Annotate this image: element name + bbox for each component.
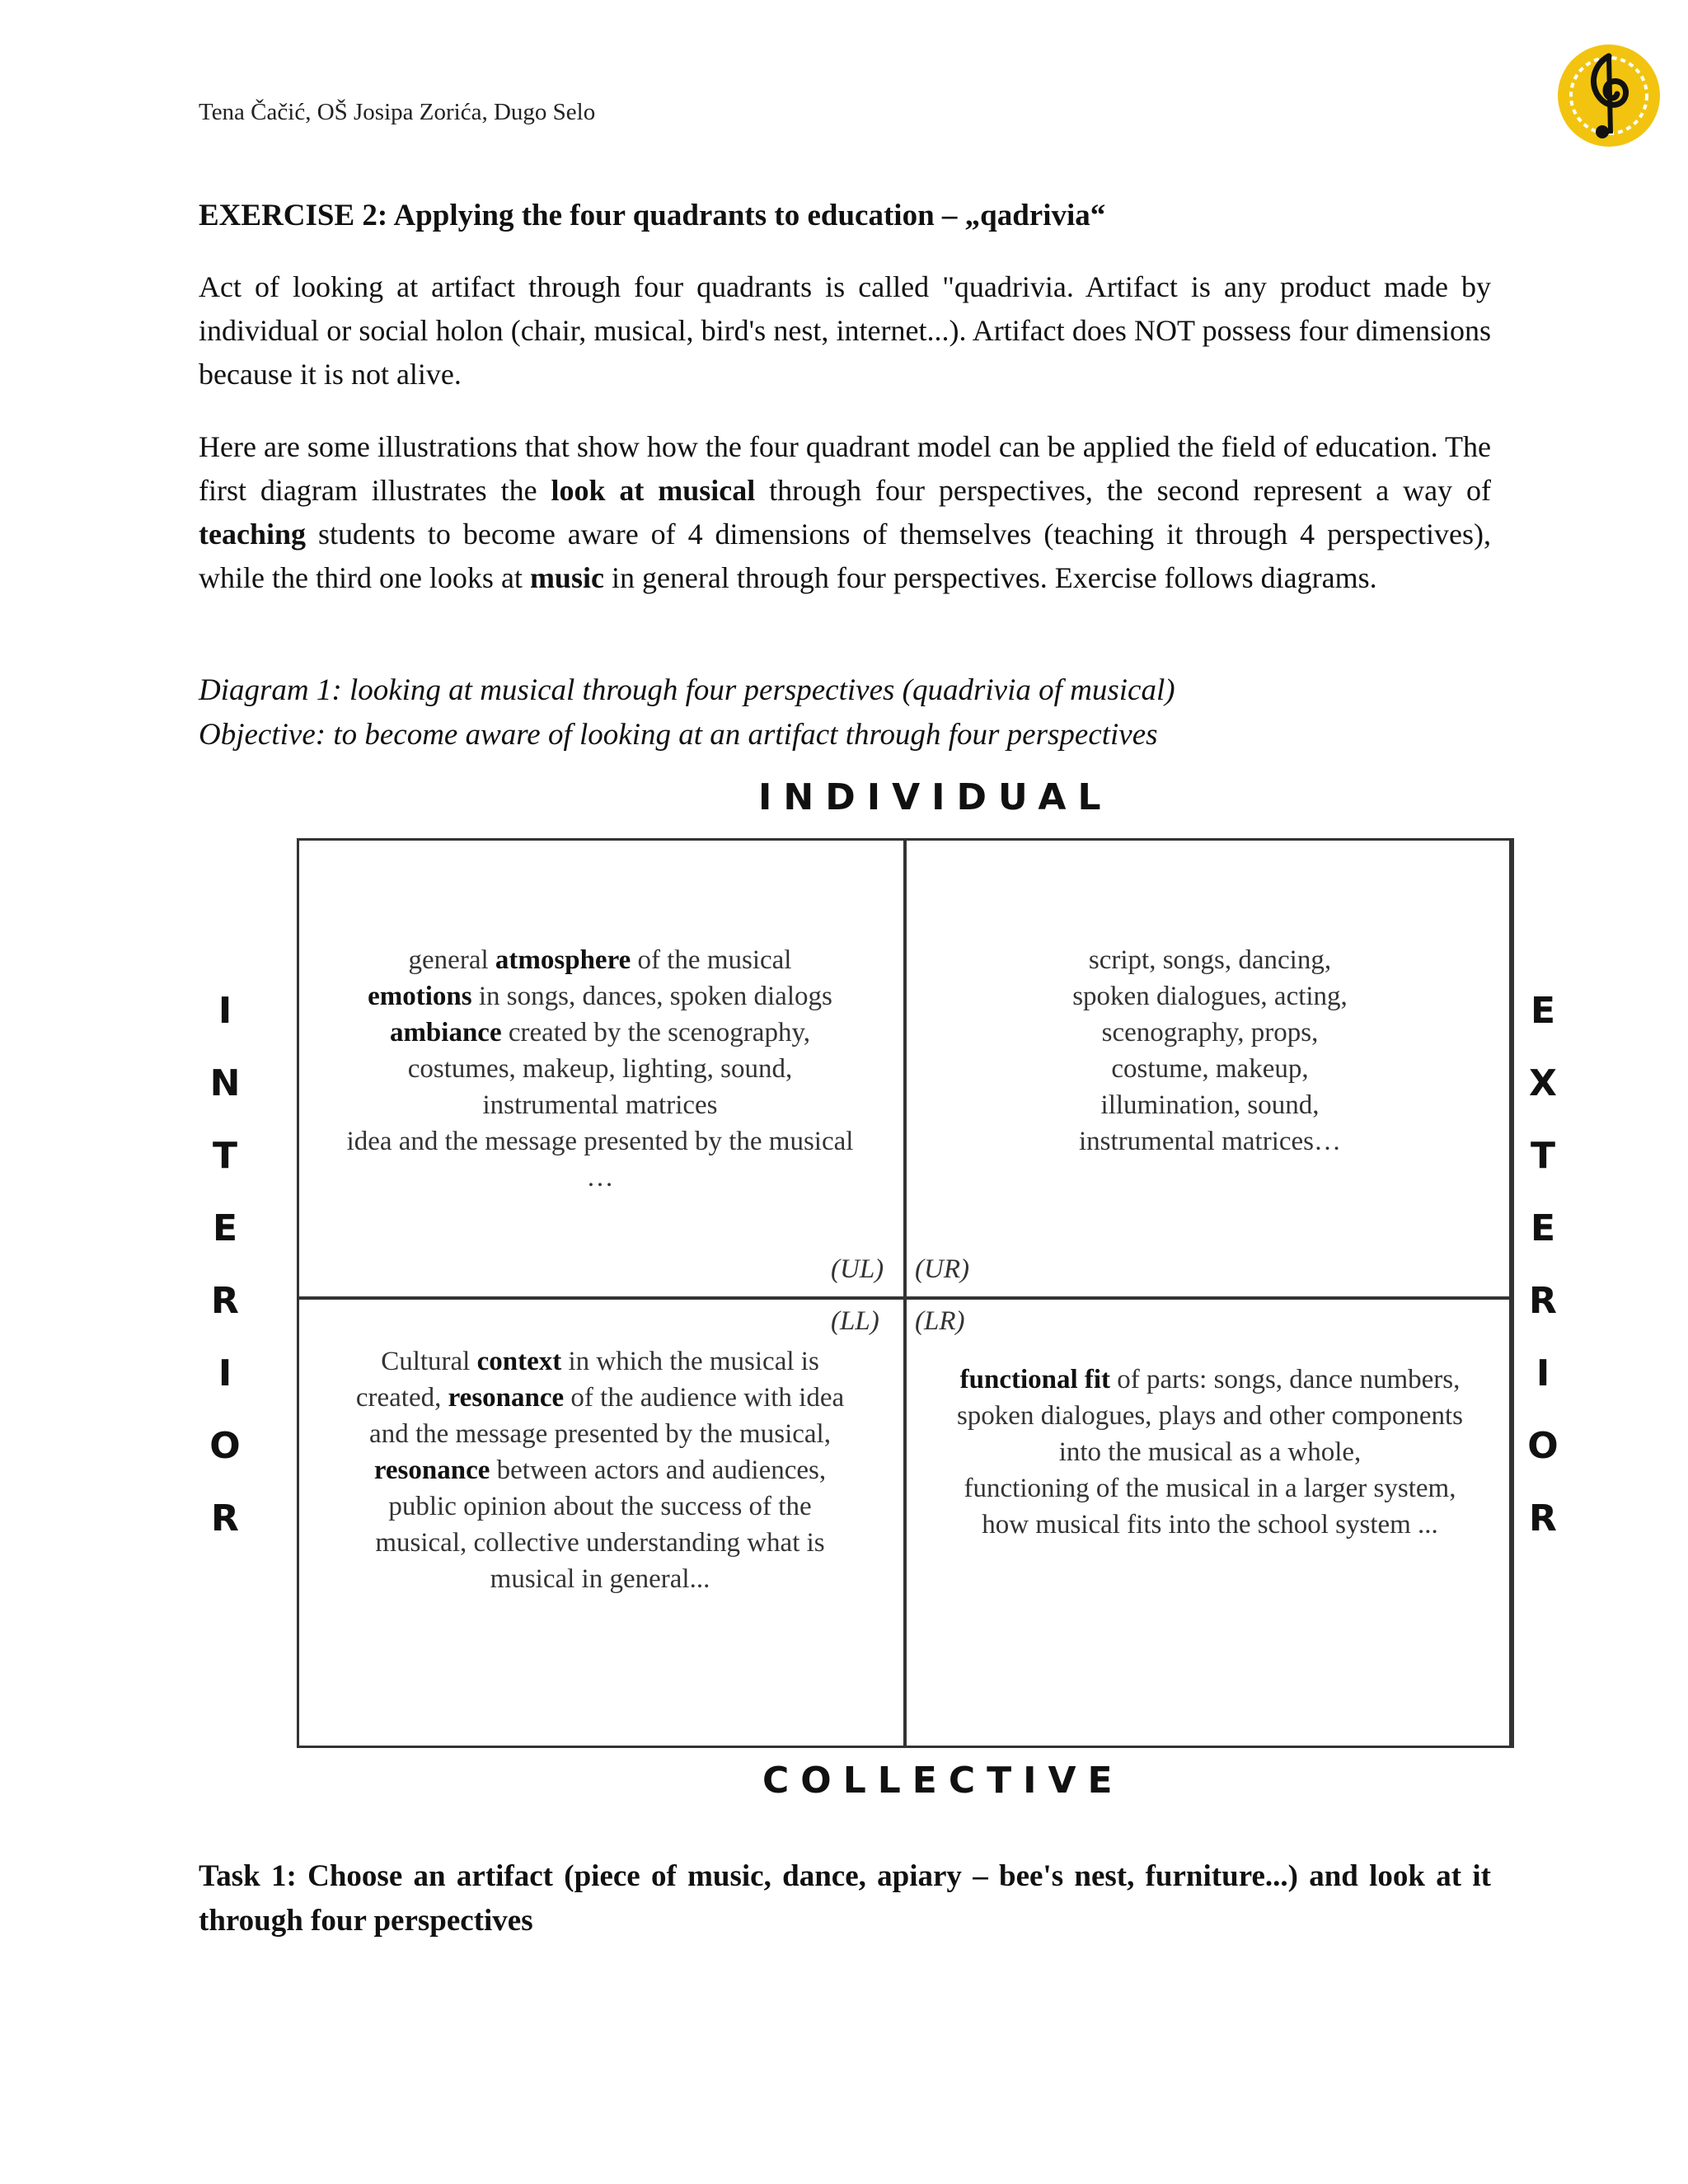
quadrant-label-lr: (LR): [915, 1306, 965, 1336]
diagram-objective: Objective: to become aware of looking at an artifact through four perspectives: [199, 718, 1158, 752]
axis-label-exterior: E X T E R I O R: [1527, 990, 1559, 1540]
axis-label-individual: INDIVIDUAL: [758, 776, 1113, 818]
diagram-caption: Diagram 1: looking at musical through four perspectives (quadrivia of musical): [199, 673, 1175, 707]
task-heading: Task 1: Choose an artifact (piece of music, dance, apiary – bee's nest, furniture...) and look at it through four perspectives: [199, 1859, 1491, 1938]
treble-clef-spiral-logo: [1550, 33, 1665, 157]
axis-label-interior: I N T E R I O R: [209, 990, 241, 1540]
quadrant-label-ur: (UR): [915, 1254, 969, 1284]
quadrant-label-ll: (LL): [831, 1306, 879, 1336]
quadrant-label-ul: (UL): [831, 1254, 884, 1284]
quadrant-horizontal-divider: [297, 1296, 1514, 1300]
page-header: Tena Čačić, OŠ Josipa Zorića, Dugo Selo: [199, 99, 596, 125]
quadrant-vertical-divider: [903, 838, 907, 1748]
illustrations-paragraph: Here are some illustrations that show how the four quadrant model can be applied the field of education. The first diagram illustrates the look at musical through four perspectives, the second represent a way of teaching students to become aware of 4 dimensions of themselves (teaching it through 4 perspectives), while the third one looks at music in general through four perspectives. Exercise follows diagrams.: [199, 430, 1491, 594]
quadrant-lower-right: functional fit of parts: songs, dance numbers, spoken dialogues, plays and other components into the musical as a whole, functioning of the musical in a larger system, how musical fits into the school system ...: [956, 1365, 1464, 1540]
axis-label-collective: COLLECTIVE: [762, 1760, 1124, 1802]
intro-paragraph: Act of looking at artifact through four quadrants is called "quadrivia. Artifact is any product made by individual or social holon (chair, musical, bird's nest, internet...). Artifact does NOT possess four dimensions because it is not alive.: [199, 270, 1491, 391]
quadrant-lower-left: Cultural context in which the musical is created, resonance of the audience with idea and the message presented by the musical, resonance between actors and audiences, public opinion about the success of the musical, collective understanding what is musical in general...: [355, 1347, 845, 1594]
exercise-title: EXERCISE 2: Applying the four quadrants to education – „qadrivia“: [199, 199, 1106, 232]
quadrant-upper-left: general atmosphere of the musical emotions in songs, dances, spoken dialogs ambiance created by the scenography, costumes, makeup, lighting, sound, instrumental matrices idea and the message presented by the musical …: [346, 945, 854, 1193]
quadrant-upper-right: script, songs, dancing, spoken dialogues, acting, scenography, props, costume, makeup, illumination, sound, instrumental matrices…: [1072, 945, 1348, 1156]
